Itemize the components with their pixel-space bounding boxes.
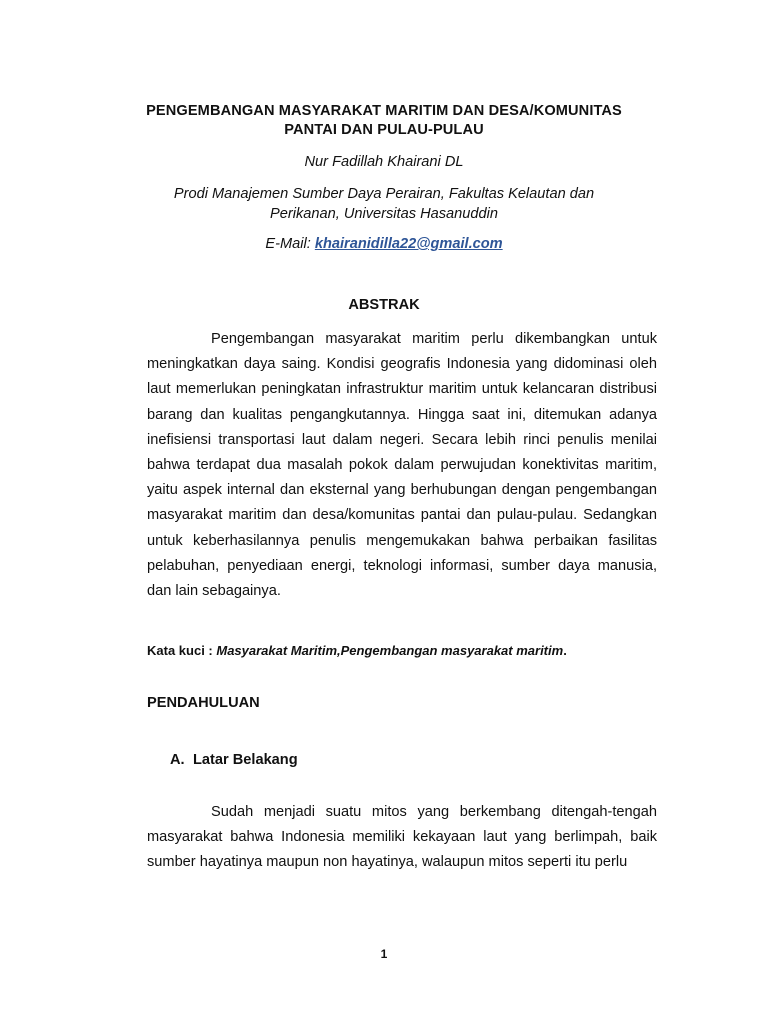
email-link[interactable]: khairanidilla22@gmail.com (314, 236, 503, 252)
author-name: Nur Fadillah Khairani DL (304, 154, 464, 170)
keywords-end: . (563, 643, 567, 658)
author-email (100, 234, 668, 254)
author-affiliation (100, 184, 668, 224)
section-marker: A. (170, 752, 185, 768)
abstract-heading: ABSTRAK (348, 297, 420, 313)
affiliation-line-2: Perikanan, Universitas Hasanuddin (270, 206, 498, 222)
keywords-value: Masyarakat Maritim,Pengembangan masyarakat maritim (216, 643, 564, 658)
keywords-label: Kata kuci : (147, 643, 217, 658)
title-line-1: PENGEMBANGAN MASYARAKAT MARITIM DAN DESA/KOMUNITAS (146, 103, 622, 119)
title-line-2: PANTAI DAN PULAU-PULAU (284, 122, 484, 138)
abstract-text: Pengembangan masyarakat maritim perlu dikembangkan untuk meningkatkan daya saing. Kondisi geografis Indonesia yang didominasi oleh laut memerlukan peningkatan infrastruktur maritim untuk kelancaran distribusi barang dan kualitas pengangkutannya. Hingga saat ini, ditemukan adanya inefisiensi transportasi laut dalam negeri. Secara lebih rinci penulis menilai bahwa terdapat dua masalah pokok dalam perwujudan konektivitas maritim, yaitu aspek internal dan eksternal yang berhubungan dengan pengembangan masyarakat maritim dan desa/komunitas pantai dan pulau-pulau. Sedangkan untuk keberhasilannya penulis mengemukakan bahwa perbaikan fasilitas pelabuhan, penyediaan energi, teknologi informasi, sumber daya manusia, dan lain sebagainya. (147, 331, 657, 600)
affiliation-line-1: Prodi Manajemen Sumber Daya Perairan, Fakultas Kelautan dan (173, 186, 595, 202)
section-heading-latar-belakang (170, 752, 298, 768)
section-heading-text: Latar Belakang (193, 752, 298, 768)
document-title (100, 102, 668, 140)
email-label: E-Mail: (265, 236, 315, 252)
page-number: 1 (380, 947, 388, 961)
keywords-line (147, 642, 667, 660)
introduction-paragraph: Sudah menjadi suatu mitos yang berkembang ditengah-tengah masyarakat bahwa Indonesia memiliki kekayaan laut yang berlimpah, baik sumber hayatinya maupun non hayatinya, walaupun mitos seperti itu perlu (147, 804, 657, 871)
introduction-heading: PENDAHULUAN (147, 695, 260, 711)
